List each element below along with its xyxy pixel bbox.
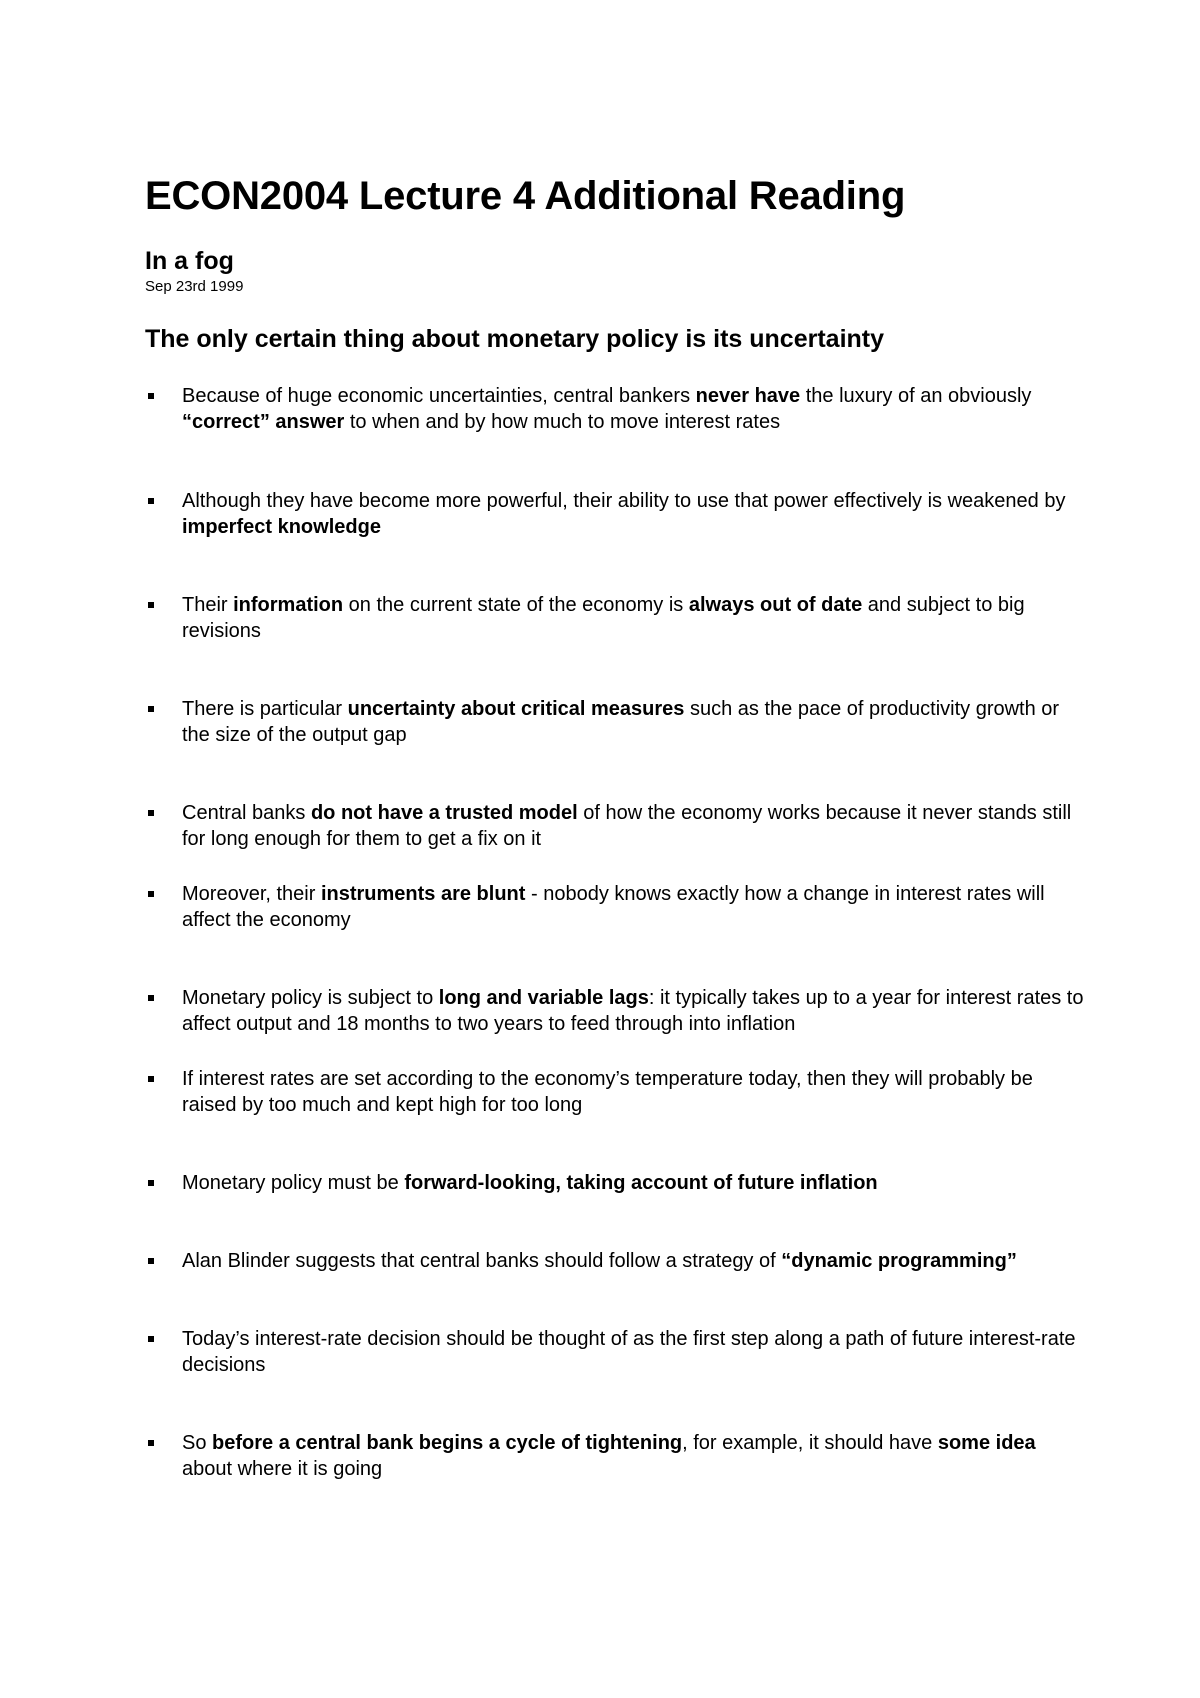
square-bullet-icon: [145, 1326, 182, 1378]
text-run: If interest rates are set according to the economy’s temperature today, then they will probably be raised by too much and kept high for too long: [182, 1068, 1033, 1116]
square-bullet-icon: [145, 1248, 182, 1274]
bullet-text: [182, 985, 1085, 1037]
bullet-text: [182, 1066, 1085, 1118]
text-run: Monetary policy must be: [182, 1172, 405, 1194]
bullet-text: [182, 1430, 1085, 1482]
text-run: Today’s interest-rate decision should be thought of as the first step along a path of future interest-rate decisions: [182, 1328, 1076, 1376]
article-title: In a fog: [145, 247, 234, 275]
bullet-item: [145, 1326, 1085, 1378]
bullet-item: [145, 1170, 1085, 1196]
text-run: the luxury of an obviously: [800, 385, 1032, 407]
text-run: , for example, it should have: [682, 1432, 938, 1454]
bold-text-run: uncertainty about critical measures: [347, 698, 685, 720]
bullet-text: [182, 488, 1085, 540]
text-run: There is particular: [182, 698, 348, 720]
bullet-text: [182, 800, 1085, 852]
text-run: Alan Blinder suggests that central banks should follow a strategy of: [182, 1250, 782, 1272]
text-run: Although they have become more powerful, their ability to use that power effectively is weakened by: [182, 490, 1066, 512]
text-run: Because of huge economic uncertainties, central bankers: [182, 385, 696, 407]
text-run: Their: [182, 594, 234, 616]
text-run: Central banks: [182, 802, 311, 824]
bullet-item: [145, 1066, 1085, 1118]
square-bullet-icon: [145, 1430, 182, 1482]
bullet-text: [182, 881, 1085, 933]
bullet-item: [145, 881, 1085, 933]
square-bullet-icon: [145, 696, 182, 748]
square-bullet-icon: [145, 488, 182, 540]
bullet-item: [145, 488, 1085, 540]
bold-text-run: information: [233, 594, 344, 616]
text-run: So: [182, 1432, 213, 1454]
article-subtitle: The only certain thing about monetary policy is its uncertainty: [145, 325, 885, 353]
text-run: Monetary policy is subject to: [182, 987, 439, 1009]
bold-text-run: forward-looking, taking account of future inflation: [404, 1172, 878, 1194]
text-run: Moreover, their: [182, 883, 321, 905]
text-run: on the current state of the economy is: [343, 594, 689, 616]
text-run: of how the economy works because it never stands still for long enough for them to get a fix on it: [182, 802, 1072, 850]
bullet-item: [145, 1430, 1085, 1482]
bold-text-run: imperfect knowledge: [182, 516, 381, 538]
text-run: - nobody knows exactly how a change in interest rates will affect the economy: [182, 883, 1045, 931]
square-bullet-icon: [145, 592, 182, 644]
text-run: such as the pace of productivity growth or the size of the output gap: [182, 698, 1060, 746]
bullet-text: [182, 592, 1085, 644]
text-run: : it typically takes up to a year for interest rates to affect output and 18 months to two years to feed through into inflation: [182, 987, 1084, 1035]
bold-text-run: never have: [695, 385, 801, 407]
bold-text-run: before a central bank begins a cycle of tightening: [212, 1432, 683, 1454]
square-bullet-icon: [145, 881, 182, 933]
bullet-text: [182, 383, 1085, 435]
square-bullet-icon: [145, 800, 182, 852]
bold-text-run: always out of date: [688, 594, 863, 616]
bullet-text: [182, 696, 1085, 748]
text-run: and subject to big revisions: [182, 594, 1025, 642]
bold-text-run: some idea: [937, 1432, 1036, 1454]
text-run: about where it is going: [182, 1458, 383, 1480]
square-bullet-icon: [145, 985, 182, 1037]
bold-text-run: instruments are blunt: [320, 883, 526, 905]
bold-text-run: “correct” answer: [182, 411, 345, 433]
bold-text-run: “dynamic programming”: [781, 1250, 1017, 1272]
bullet-text: [182, 1326, 1085, 1378]
bullet-text: [182, 1170, 1085, 1196]
text-run: to when and by how much to move interest rates: [344, 411, 781, 433]
bullet-item: [145, 800, 1085, 852]
bold-text-run: do not have a trusted model: [310, 802, 578, 824]
bullet-item: [145, 592, 1085, 644]
bullet-item: [145, 985, 1085, 1037]
bold-text-run: long and variable lags: [438, 987, 649, 1009]
document-title: ECON2004 Lecture 4 Additional Reading: [145, 174, 906, 218]
square-bullet-icon: [145, 1066, 182, 1118]
bullet-text: [182, 1248, 1085, 1274]
square-bullet-icon: [145, 1170, 182, 1196]
square-bullet-icon: [145, 383, 182, 435]
bullet-item: [145, 383, 1085, 435]
bullet-item: [145, 1248, 1085, 1274]
article-date: Sep 23rd 1999: [145, 278, 244, 295]
bullet-item: [145, 696, 1085, 748]
